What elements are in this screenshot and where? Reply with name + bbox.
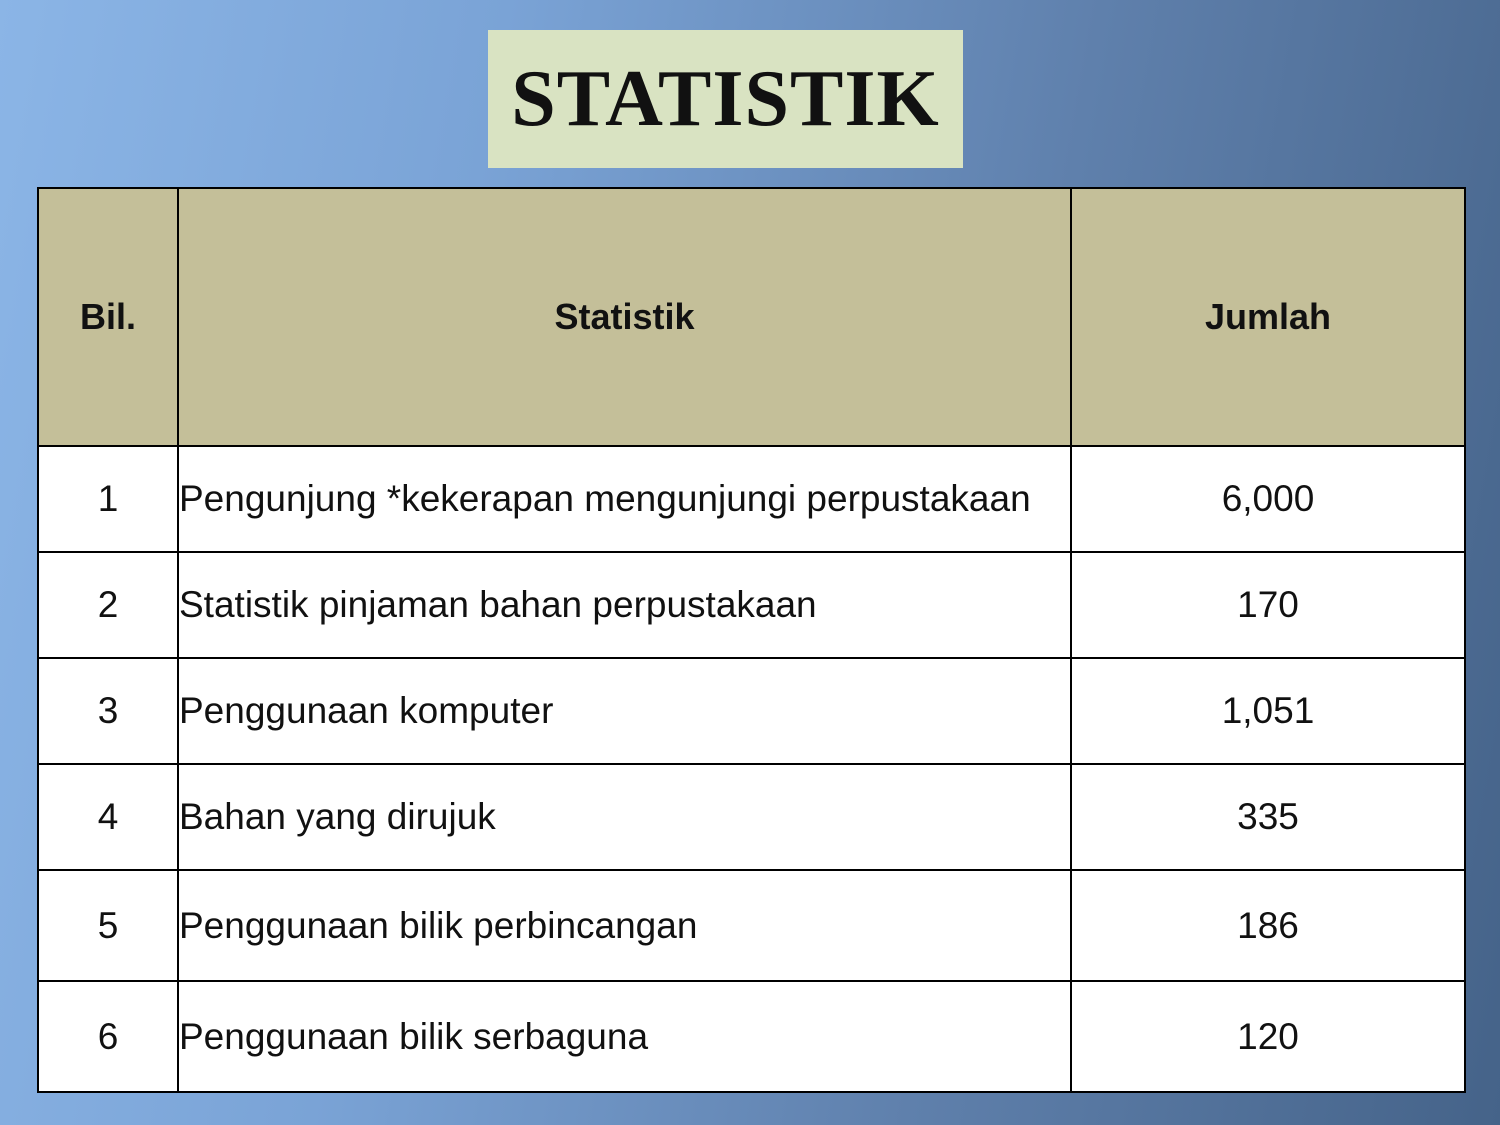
table-row xyxy=(38,764,1465,870)
row-number: 5 xyxy=(38,870,178,981)
row-number: 6 xyxy=(38,981,178,1092)
row-statistik: Pengunjung *kekerapan mengunjungi perpustakaan xyxy=(178,446,1071,552)
row-jumlah: 1,051 xyxy=(1071,658,1465,764)
table-row xyxy=(38,446,1465,552)
table-header-row xyxy=(38,188,1465,446)
table-row xyxy=(38,658,1465,764)
row-jumlah: 6,000 xyxy=(1071,446,1465,552)
row-number: 3 xyxy=(38,658,178,764)
row-statistik: Penggunaan komputer xyxy=(178,658,1071,764)
row-statistik: Bahan yang dirujuk xyxy=(178,764,1071,870)
row-statistik: Statistik pinjaman bahan perpustakaan xyxy=(178,552,1071,658)
statistics-table xyxy=(37,187,1466,1093)
row-jumlah: 335 xyxy=(1071,764,1465,870)
row-jumlah: 120 xyxy=(1071,981,1465,1092)
header-jumlah: Jumlah xyxy=(1071,188,1465,446)
table-row xyxy=(38,552,1465,658)
header-bil: Bil. xyxy=(38,188,178,446)
row-statistik: Penggunaan bilik serbaguna xyxy=(178,981,1071,1092)
row-statistik: Penggunaan bilik perbincangan xyxy=(178,870,1071,981)
table-row xyxy=(38,870,1465,981)
row-jumlah: 186 xyxy=(1071,870,1465,981)
row-number: 4 xyxy=(38,764,178,870)
title-box xyxy=(488,30,963,168)
table-row xyxy=(38,981,1465,1092)
page-title: STATISTIK xyxy=(511,54,940,143)
header-statistik: Statistik xyxy=(178,188,1071,446)
row-jumlah: 170 xyxy=(1071,552,1465,658)
row-number: 1 xyxy=(38,446,178,552)
row-number: 2 xyxy=(38,552,178,658)
